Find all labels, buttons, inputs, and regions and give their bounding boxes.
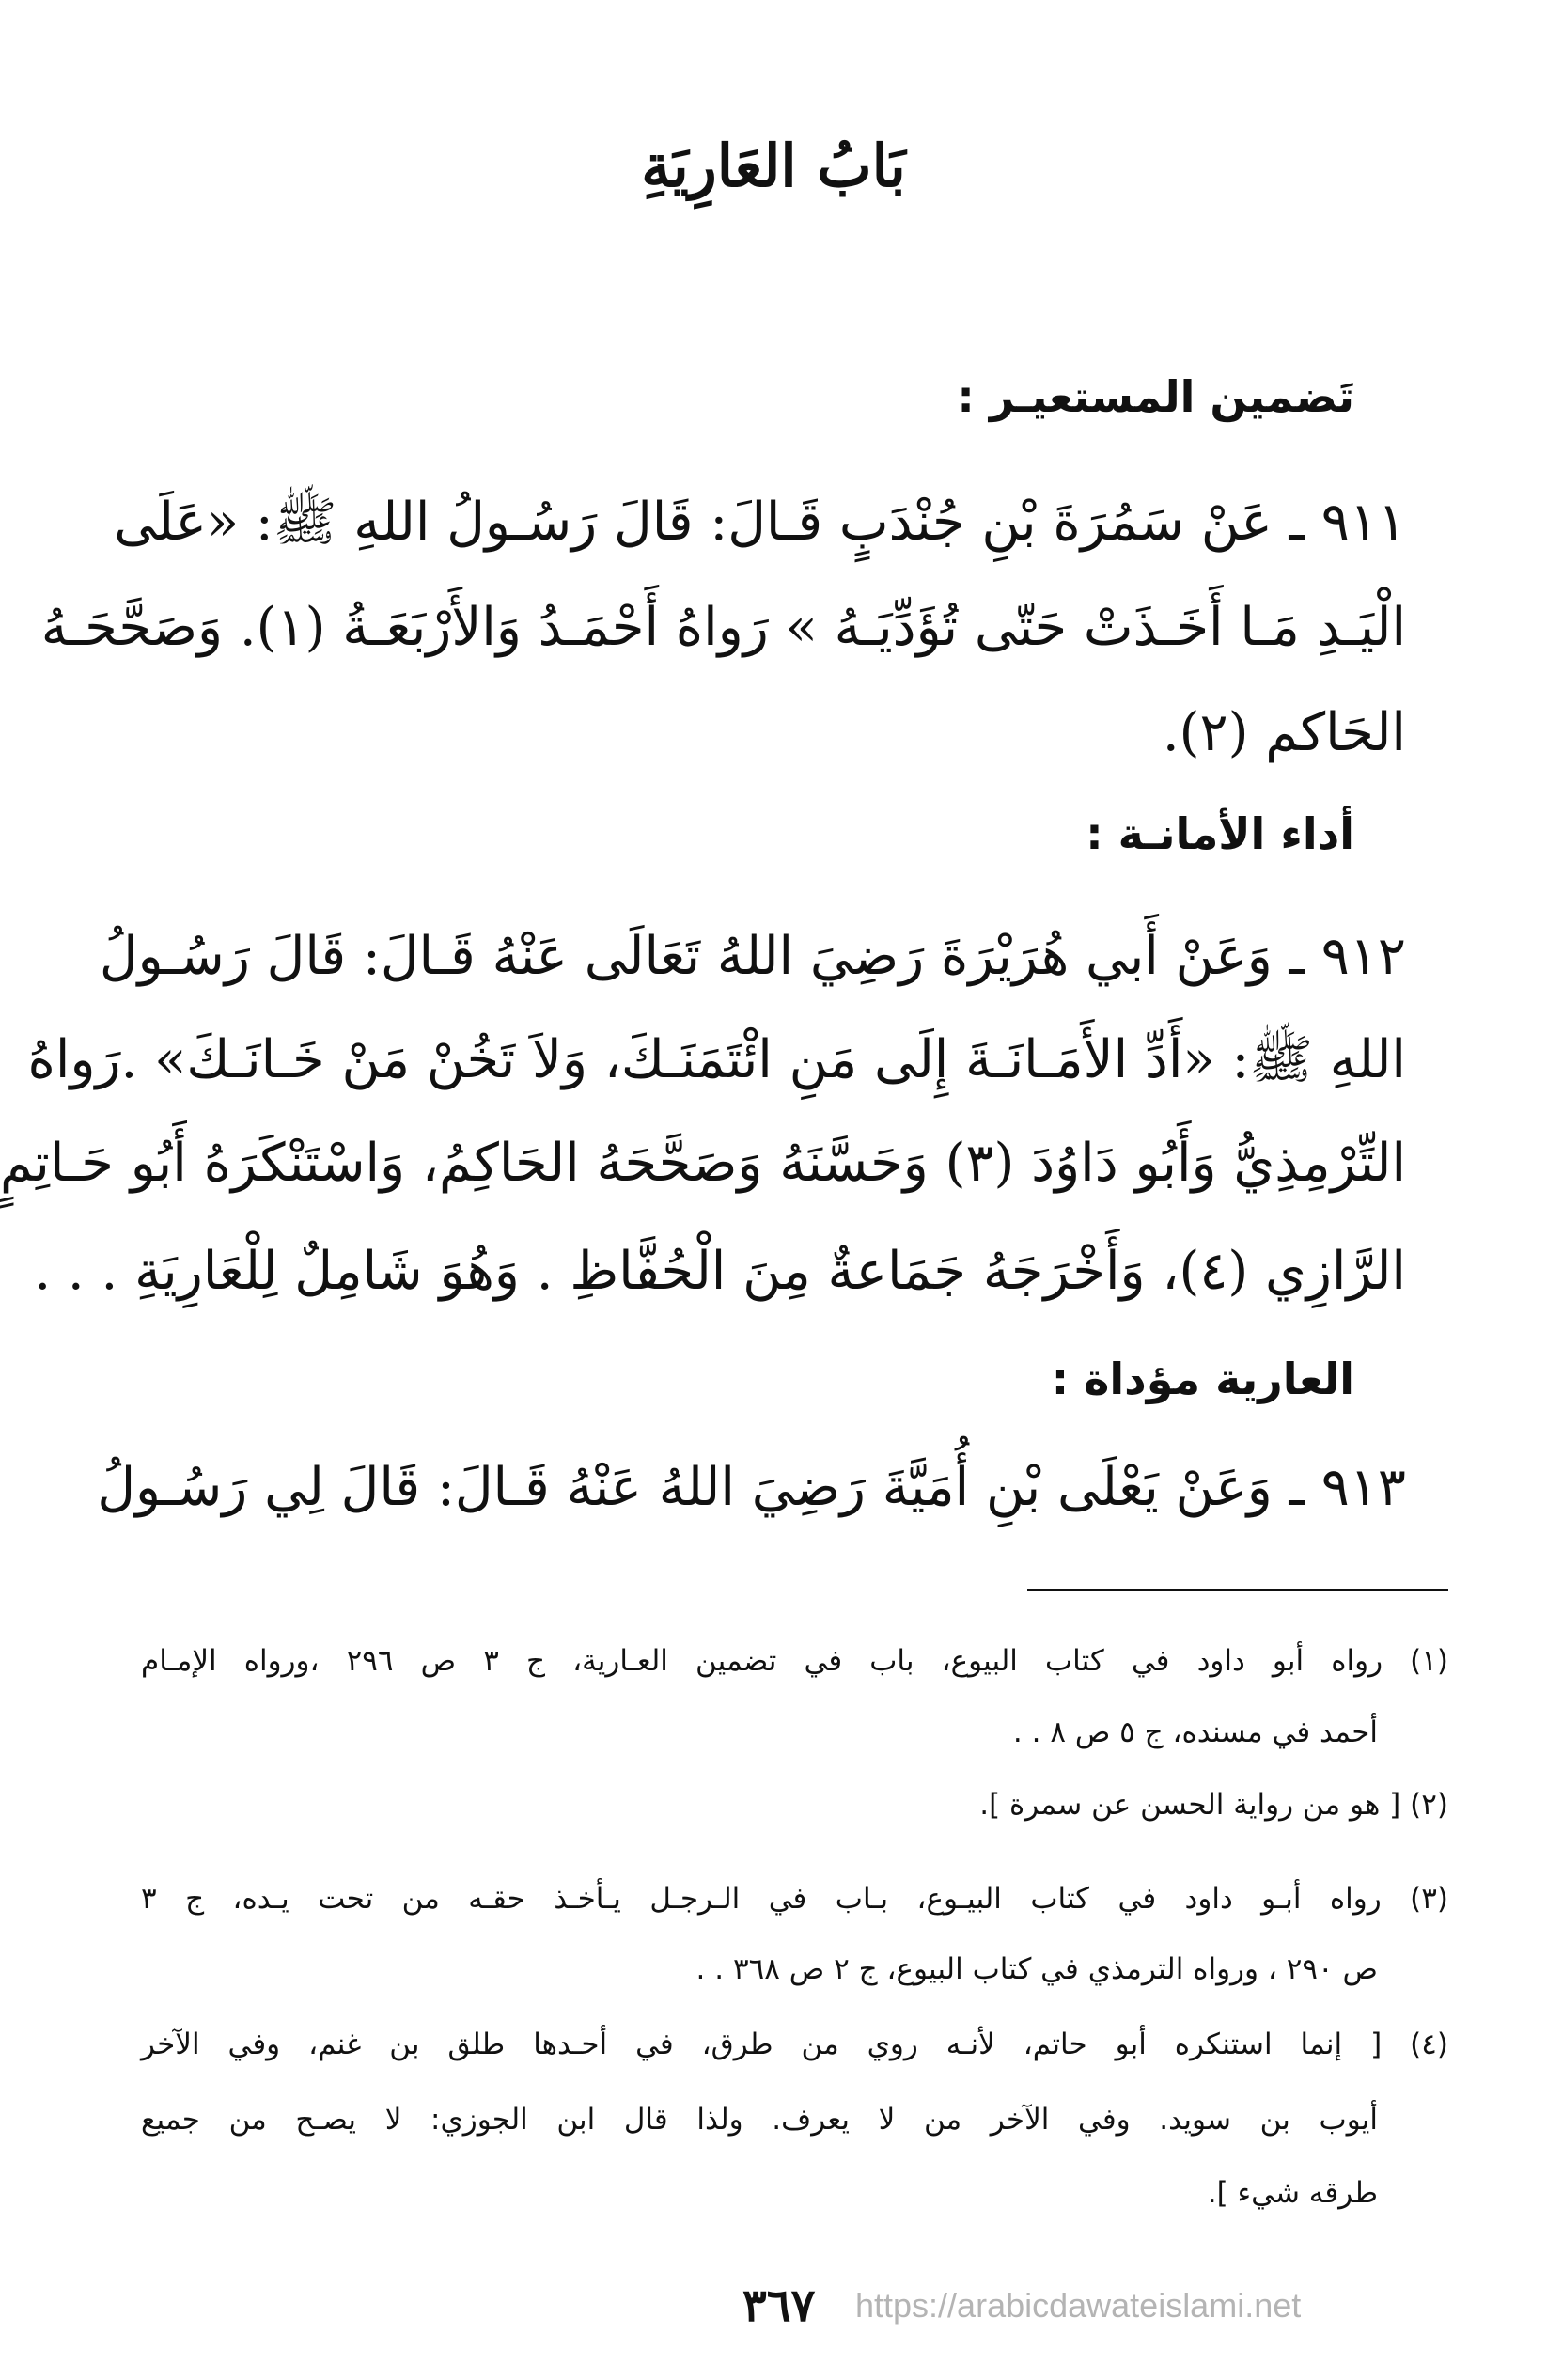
website-watermark[interactable]: https://arabicdawateislami.net: [855, 2286, 1302, 2325]
footnote-divider: [1027, 1589, 1448, 1591]
footnote-3-line-1: (٣) رواه أبـو داود في كتاب البيـوع، بـاب في الـرجـل يـأخـذ حقـه من تحت يـده، ج ٣: [141, 1882, 1448, 1916]
footnote-4-line-1: (٤) [ إنما استنكره أبو حاتم، لأنـه روي من طرق، في أحـدها طلق بن غنم، وفي الآخر: [141, 2028, 1448, 2061]
hadith-911-line-3: الحَاكم (٢).: [1162, 702, 1406, 763]
chapter-title: بَابُ العَارِيَةِ: [641, 132, 906, 200]
footnote-4-line-2: أيوب بن سويد. وفي الآخر من لا يعرف. ولذا قال ابن الجوزي: لا يصـح من جميع: [141, 2103, 1378, 2137]
hadith-912-line-1: ٩١٢ ـ وَعَنْ أَبي هُرَيْرَةَ رَضِيَ اللهُ تَعَالَى عَنْهُ قَـالَ: قَالَ رَسُـولُ: [99, 926, 1406, 987]
page-number: ٣٦٧: [742, 2279, 816, 2332]
hadith-912-line-4: الرَّازِي (٤)، وَأَخْرَجَهُ جَمَاعةٌ مِنَ الْحُفَّاظِ . وَهُوَ شَامِلٌ لِلْعَارِيَةِ . . .: [34, 1241, 1406, 1302]
hadith-911-line-2: الْيَـدِ مَـا أَخَـذَتْ حَتّى تُؤَدِّيَـهُ » رَواهُ أَحْمَـدُ وَالأَرْبَعَـةُ (١). وَصَحَّحَـهُ: [40, 597, 1406, 658]
section-heading-trust: أداء الأمانـة :: [1086, 808, 1354, 859]
hadith-913-line-1: ٩١٣ ـ وَعَنْ يَعْلَى بْنِ أُمَيَّةَ رَضِيَ اللهُ عَنْهُ قَـالَ: قَالَ لِي رَسُـولُ: [97, 1457, 1406, 1518]
section-heading-borrower-liability: تَضمين المستعيـر :: [957, 371, 1354, 422]
hadith-912-line-2: اللهِ ﷺ: «أَدِّ الأَمَـانَـةَ إِلَى مَنِ ائْتَمَنَـكَ، وَلاَ تَخُنْ مَنْ خَـانَـكَ» .رَواهُ: [27, 1029, 1406, 1090]
footnote-3-line-2: ص ٢٩٠ ، ورواه الترمذي في كتاب البيوع، ج ٢ ص ٣٦٨ . .: [695, 1952, 1378, 1986]
footnote-2-line-1: (٢) [ هو من رواية الحسن عن سمرة ].: [979, 1788, 1448, 1822]
section-heading-loan-returned: العارية مؤداة :: [1051, 1354, 1354, 1404]
footnote-1-line-2: أحمد في مسنده، ج ٥ ص ٨ . .: [1012, 1715, 1378, 1749]
hadith-911-line-1: ٩١١ ـ عَنْ سَمُرَةَ بْنِ جُنْدَبٍ قَـالَ: قَالَ رَسُـولُ اللهِ ﷺ: «عَلَى: [114, 492, 1406, 553]
hadith-912-line-3: التِّرْمِذِيُّ وَأَبُو دَاوُدَ (٣) وَحَسَّنَهُ وَصَحَّحَهُ الحَاكِمُ، وَاسْتَنْكَرَهُ أَبُو حَـاتِمٍ: [0, 1133, 1406, 1194]
footnote-4-line-3: طرقه شيء ].: [1207, 2176, 1378, 2210]
footnote-1-line-1: (١) رواه أبو داود في كتاب البيوع، باب في تضمين العـارية، ج ٣ ص ٢٩٦ ،ورواه الإمـام: [141, 1644, 1449, 1678]
